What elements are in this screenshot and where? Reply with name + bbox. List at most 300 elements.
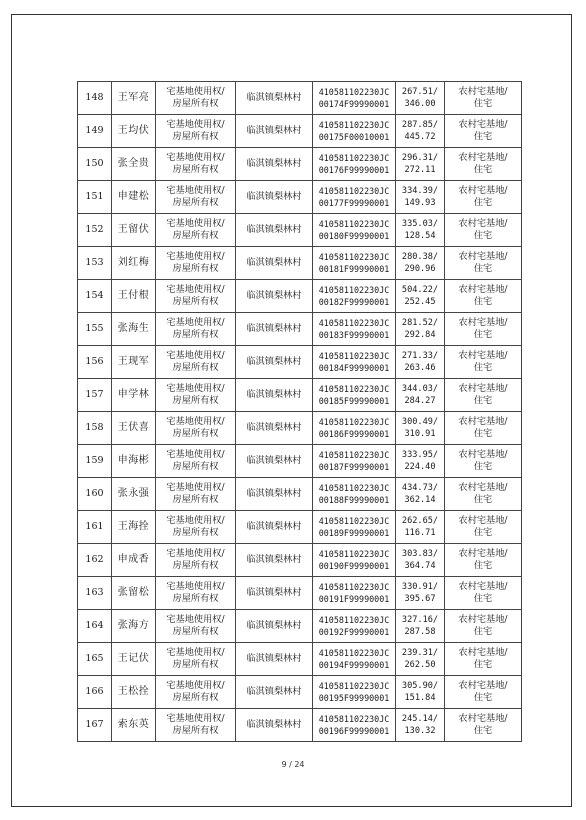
right-type-cell	[156, 379, 236, 412]
usage-cell	[445, 181, 522, 214]
usage-cell	[445, 676, 522, 709]
unit-code-cell-line: 00175F00010001	[318, 132, 390, 142]
unit-code-cell-line: 410581102230JC	[318, 351, 390, 361]
unit-code-cell	[313, 709, 396, 742]
right-type-cell	[156, 412, 236, 445]
table-row	[78, 379, 522, 412]
unit-code-cell-line: 410581102230JC	[318, 186, 390, 196]
right-type-cell-line: 宅基地使用权/	[166, 119, 225, 130]
unit-code-cell	[313, 115, 396, 148]
usage-cell-line: 农村宅基地/	[458, 218, 508, 229]
area-cell-line: 287.58	[404, 627, 436, 637]
area-cell-line: 262.50	[404, 660, 436, 670]
usage-cell-line: 农村宅基地/	[458, 449, 508, 460]
area-cell-line: 281.52/	[401, 318, 439, 328]
area-cell-line: 272.11	[404, 165, 436, 175]
unit-code-cell-line: 00186F99990001	[318, 429, 390, 439]
right-type-cell-line: 宅基地使用权/	[166, 548, 225, 559]
table-row	[78, 511, 522, 544]
right-type-cell-line: 房屋所有权	[172, 329, 219, 340]
right-type-cell-line: 房屋所有权	[172, 626, 219, 637]
table-row	[78, 115, 522, 148]
owner-name-cell: 申建松	[112, 181, 156, 214]
unit-code-cell-line: 00189F99990001	[318, 528, 390, 538]
unit-code-cell	[313, 214, 396, 247]
area-cell-line: 224.40	[404, 462, 436, 472]
right-type-cell-line: 房屋所有权	[172, 197, 219, 208]
area-cell-line: 445.72	[404, 132, 436, 142]
right-type-cell-line: 房屋所有权	[172, 560, 219, 571]
unit-code-cell-line: 410581102230JC	[318, 219, 390, 229]
unit-code-cell-line: 00188F99990001	[318, 495, 390, 505]
unit-code-cell	[313, 445, 396, 478]
registry-table-body	[78, 82, 522, 742]
unit-code-cell	[313, 577, 396, 610]
usage-cell-line: 农村宅基地/	[458, 152, 508, 163]
unit-code-cell	[313, 610, 396, 643]
usage-cell-line: 农村宅基地/	[458, 482, 508, 493]
usage-cell-line: 住宅	[473, 494, 493, 505]
registry-table	[77, 81, 522, 742]
area-cell-line: 128.54	[404, 231, 436, 241]
area-cell	[396, 445, 445, 478]
area-cell	[396, 148, 445, 181]
unit-code-cell-line: 410581102230JC	[318, 384, 390, 394]
row-number-cell: 153	[78, 247, 112, 280]
right-type-cell-line: 房屋所有权	[172, 659, 219, 670]
owner-name-cell: 张永强	[112, 478, 156, 511]
unit-code-cell	[313, 313, 396, 346]
owner-name-cell: 申成香	[112, 544, 156, 577]
usage-cell	[445, 577, 522, 610]
area-cell-line: 310.91	[404, 429, 436, 439]
area-cell-line: 346.00	[404, 99, 436, 109]
right-type-cell-line: 宅基地使用权/	[166, 383, 225, 394]
unit-code-cell-line: 410581102230JC	[318, 681, 390, 691]
table-row	[78, 247, 522, 280]
usage-cell-line: 住宅	[473, 98, 493, 109]
unit-code-cell-line: 00191F99990001	[318, 594, 390, 604]
table-row	[78, 214, 522, 247]
right-type-cell-line: 房屋所有权	[172, 164, 219, 175]
usage-cell-line: 住宅	[473, 692, 493, 703]
area-cell-line: 300.49/	[401, 417, 439, 427]
unit-code-cell-line: 410581102230JC	[318, 285, 390, 295]
usage-cell	[445, 511, 522, 544]
location-cell: 临淇镇梨林村	[236, 82, 313, 115]
usage-cell-line: 住宅	[473, 428, 493, 439]
unit-code-cell	[313, 181, 396, 214]
usage-cell	[445, 115, 522, 148]
unit-code-cell-line: 00181F99990001	[318, 264, 390, 274]
unit-code-cell	[313, 379, 396, 412]
area-cell-line: 151.84	[404, 693, 436, 703]
row-number-cell: 164	[78, 610, 112, 643]
area-cell	[396, 214, 445, 247]
location-cell: 临淇镇梨林村	[236, 379, 313, 412]
location-cell: 临淇镇梨林村	[236, 445, 313, 478]
right-type-cell-line: 宅基地使用权/	[166, 713, 225, 724]
unit-code-cell-line: 410581102230JC	[318, 450, 390, 460]
area-cell	[396, 82, 445, 115]
area-cell-line: 292.84	[404, 330, 436, 340]
right-type-cell	[156, 181, 236, 214]
unit-code-cell-line: 410581102230JC	[318, 516, 390, 526]
unit-code-cell-line: 00185F99990001	[318, 396, 390, 406]
right-type-cell-line: 宅基地使用权/	[166, 581, 225, 592]
area-cell-line: 303.83/	[401, 549, 439, 559]
usage-cell	[445, 148, 522, 181]
area-cell-line: 434.73/	[401, 483, 439, 493]
area-cell	[396, 412, 445, 445]
usage-cell-line: 农村宅基地/	[458, 647, 508, 658]
area-cell-line: 262.65/	[401, 516, 439, 526]
area-cell	[396, 280, 445, 313]
usage-cell-line: 农村宅基地/	[458, 680, 508, 691]
owner-name-cell: 王现军	[112, 346, 156, 379]
usage-cell-line: 住宅	[473, 593, 493, 604]
location-cell: 临淇镇梨林村	[236, 709, 313, 742]
location-cell: 临淇镇梨林村	[236, 214, 313, 247]
usage-cell-line: 住宅	[473, 626, 493, 637]
usage-cell	[445, 445, 522, 478]
owner-name-cell: 王均伏	[112, 115, 156, 148]
usage-cell	[445, 82, 522, 115]
unit-code-cell-line: 00192F99990001	[318, 627, 390, 637]
usage-cell-line: 住宅	[473, 131, 493, 142]
area-cell	[396, 115, 445, 148]
right-type-cell-line: 宅基地使用权/	[166, 152, 225, 163]
area-cell-line: 344.03/	[401, 384, 439, 394]
location-cell: 临淇镇梨林村	[236, 115, 313, 148]
unit-code-cell	[313, 676, 396, 709]
area-cell	[396, 181, 445, 214]
usage-cell-line: 住宅	[473, 395, 493, 406]
area-cell-line: 290.96	[404, 264, 436, 274]
usage-cell-line: 住宅	[473, 230, 493, 241]
location-cell: 临淇镇梨林村	[236, 280, 313, 313]
row-number-cell: 149	[78, 115, 112, 148]
right-type-cell	[156, 709, 236, 742]
usage-cell-line: 农村宅基地/	[458, 251, 508, 262]
right-type-cell	[156, 346, 236, 379]
right-type-cell-line: 房屋所有权	[172, 263, 219, 274]
location-cell: 临淇镇梨林村	[236, 676, 313, 709]
area-cell-line: 287.85/	[401, 120, 439, 130]
right-type-cell	[156, 544, 236, 577]
area-cell	[396, 511, 445, 544]
row-number-cell: 158	[78, 412, 112, 445]
unit-code-cell	[313, 82, 396, 115]
unit-code-cell-line: 410581102230JC	[318, 648, 390, 658]
usage-cell-line: 住宅	[473, 560, 493, 571]
unit-code-cell-line: 410581102230JC	[318, 417, 390, 427]
unit-code-cell-line: 410581102230JC	[318, 153, 390, 163]
right-type-cell-line: 宅基地使用权/	[166, 647, 225, 658]
owner-name-cell: 张全贵	[112, 148, 156, 181]
usage-cell-line: 农村宅基地/	[458, 86, 508, 97]
right-type-cell	[156, 313, 236, 346]
unit-code-cell-line: 410581102230JC	[318, 483, 390, 493]
right-type-cell-line: 宅基地使用权/	[166, 614, 225, 625]
owner-name-cell: 索东英	[112, 709, 156, 742]
right-type-cell	[156, 511, 236, 544]
area-cell	[396, 346, 445, 379]
unit-code-cell-line: 410581102230JC	[318, 582, 390, 592]
area-cell-line: 280.38/	[401, 252, 439, 262]
location-cell: 临淇镇梨林村	[236, 511, 313, 544]
table-row	[78, 280, 522, 313]
table-row	[78, 709, 522, 742]
usage-cell-line: 农村宅基地/	[458, 317, 508, 328]
owner-name-cell: 张留松	[112, 577, 156, 610]
area-cell-line: 305.90/	[401, 681, 439, 691]
right-type-cell-line: 房屋所有权	[172, 725, 219, 736]
usage-cell-line: 农村宅基地/	[458, 284, 508, 295]
unit-code-cell-line: 00180F99990001	[318, 231, 390, 241]
usage-cell-line: 住宅	[473, 659, 493, 670]
row-number-cell: 165	[78, 643, 112, 676]
area-cell-line: 504.22/	[401, 285, 439, 295]
unit-code-cell-line: 00187F99990001	[318, 462, 390, 472]
right-type-cell-line: 宅基地使用权/	[166, 251, 225, 262]
usage-cell	[445, 610, 522, 643]
unit-code-cell	[313, 247, 396, 280]
right-type-cell	[156, 445, 236, 478]
row-number-cell: 151	[78, 181, 112, 214]
table-row	[78, 346, 522, 379]
table-row	[78, 643, 522, 676]
unit-code-cell-line: 00194F99990001	[318, 660, 390, 670]
owner-name-cell: 王海拴	[112, 511, 156, 544]
right-type-cell-line: 宅基地使用权/	[166, 416, 225, 427]
right-type-cell	[156, 148, 236, 181]
area-cell-line: 263.46	[404, 363, 436, 373]
area-cell-line: 362.14	[404, 495, 436, 505]
area-cell-line: 284.27	[404, 396, 436, 406]
right-type-cell	[156, 643, 236, 676]
usage-cell-line: 农村宅基地/	[458, 548, 508, 559]
usage-cell	[445, 346, 522, 379]
right-type-cell-line: 房屋所有权	[172, 494, 219, 505]
row-number-cell: 154	[78, 280, 112, 313]
right-type-cell	[156, 676, 236, 709]
right-type-cell-line: 房屋所有权	[172, 98, 219, 109]
row-number-cell: 163	[78, 577, 112, 610]
area-cell-line: 130.32	[404, 726, 436, 736]
usage-cell-line: 住宅	[473, 329, 493, 340]
unit-code-cell-line: 410581102230JC	[318, 252, 390, 262]
right-type-cell-line: 房屋所有权	[172, 692, 219, 703]
unit-code-cell	[313, 412, 396, 445]
owner-name-cell: 王伏喜	[112, 412, 156, 445]
row-number-cell: 161	[78, 511, 112, 544]
area-cell	[396, 643, 445, 676]
usage-cell	[445, 412, 522, 445]
usage-cell-line: 农村宅基地/	[458, 185, 508, 196]
table-row	[78, 676, 522, 709]
page-number: 9 / 24	[281, 760, 305, 769]
right-type-cell-line: 宅基地使用权/	[166, 449, 225, 460]
right-type-cell-line: 房屋所有权	[172, 593, 219, 604]
location-cell: 临淇镇梨林村	[236, 181, 313, 214]
table-row	[78, 313, 522, 346]
usage-cell-line: 住宅	[473, 527, 493, 538]
usage-cell-line: 农村宅基地/	[458, 713, 508, 724]
table-row	[78, 478, 522, 511]
usage-cell-line: 住宅	[473, 725, 493, 736]
unit-code-cell-line: 00183F99990001	[318, 330, 390, 340]
usage-cell-line: 农村宅基地/	[458, 383, 508, 394]
owner-name-cell: 王付根	[112, 280, 156, 313]
owner-name-cell: 刘红梅	[112, 247, 156, 280]
unit-code-cell	[313, 478, 396, 511]
location-cell: 临淇镇梨林村	[236, 346, 313, 379]
area-cell	[396, 610, 445, 643]
area-cell-line: 395.67	[404, 594, 436, 604]
right-type-cell-line: 宅基地使用权/	[166, 86, 225, 97]
area-cell-line: 271.33/	[401, 351, 439, 361]
unit-code-cell	[313, 148, 396, 181]
unit-code-cell-line: 00195F99990001	[318, 693, 390, 703]
unit-code-cell-line: 00184F99990001	[318, 363, 390, 373]
area-cell	[396, 676, 445, 709]
row-number-cell: 156	[78, 346, 112, 379]
usage-cell-line: 住宅	[473, 362, 493, 373]
right-type-cell-line: 房屋所有权	[172, 428, 219, 439]
unit-code-cell-line: 410581102230JC	[318, 714, 390, 724]
right-type-cell-line: 房屋所有权	[172, 395, 219, 406]
table-row	[78, 610, 522, 643]
right-type-cell	[156, 280, 236, 313]
usage-cell-line: 农村宅基地/	[458, 614, 508, 625]
area-cell-line: 116.71	[404, 528, 436, 538]
right-type-cell	[156, 115, 236, 148]
unit-code-cell-line: 00182F99990001	[318, 297, 390, 307]
usage-cell	[445, 379, 522, 412]
table-row	[78, 82, 522, 115]
location-cell: 临淇镇梨林村	[236, 247, 313, 280]
right-type-cell	[156, 82, 236, 115]
location-cell: 临淇镇梨林村	[236, 412, 313, 445]
right-type-cell-line: 宅基地使用权/	[166, 185, 225, 196]
row-number-cell: 148	[78, 82, 112, 115]
right-type-cell-line: 宅基地使用权/	[166, 317, 225, 328]
table-row	[78, 181, 522, 214]
right-type-cell-line: 房屋所有权	[172, 131, 219, 142]
unit-code-cell	[313, 643, 396, 676]
usage-cell-line: 住宅	[473, 296, 493, 307]
table-row	[78, 577, 522, 610]
area-cell	[396, 478, 445, 511]
area-cell-line: 267.51/	[401, 87, 439, 97]
unit-code-cell	[313, 346, 396, 379]
right-type-cell-line: 宅基地使用权/	[166, 284, 225, 295]
unit-code-cell-line: 00176F99990001	[318, 165, 390, 175]
row-number-cell: 167	[78, 709, 112, 742]
row-number-cell: 150	[78, 148, 112, 181]
unit-code-cell-line: 410581102230JC	[318, 549, 390, 559]
row-number-cell: 157	[78, 379, 112, 412]
right-type-cell-line: 宅基地使用权/	[166, 515, 225, 526]
unit-code-cell-line: 410581102230JC	[318, 318, 390, 328]
location-cell: 临淇镇梨林村	[236, 544, 313, 577]
location-cell: 临淇镇梨林村	[236, 610, 313, 643]
unit-code-cell-line: 00190F99990001	[318, 561, 390, 571]
right-type-cell	[156, 478, 236, 511]
usage-cell-line: 农村宅基地/	[458, 515, 508, 526]
usage-cell	[445, 280, 522, 313]
usage-cell-line: 住宅	[473, 164, 493, 175]
unit-code-cell-line: 00196F99990001	[318, 726, 390, 736]
area-cell-line: 239.31/	[401, 648, 439, 658]
row-number-cell: 152	[78, 214, 112, 247]
right-type-cell	[156, 577, 236, 610]
right-type-cell-line: 房屋所有权	[172, 230, 219, 241]
location-cell: 临淇镇梨林村	[236, 148, 313, 181]
right-type-cell	[156, 247, 236, 280]
usage-cell	[445, 643, 522, 676]
usage-cell	[445, 478, 522, 511]
unit-code-cell-line: 410581102230JC	[318, 87, 390, 97]
usage-cell-line: 农村宅基地/	[458, 581, 508, 592]
unit-code-cell-line: 410581102230JC	[318, 120, 390, 130]
right-type-cell-line: 房屋所有权	[172, 527, 219, 538]
table-row	[78, 544, 522, 577]
row-number-cell: 160	[78, 478, 112, 511]
row-number-cell: 155	[78, 313, 112, 346]
usage-cell	[445, 709, 522, 742]
right-type-cell-line: 宅基地使用权/	[166, 350, 225, 361]
owner-name-cell: 王松拴	[112, 676, 156, 709]
table-row	[78, 445, 522, 478]
area-cell-line: 245.14/	[401, 714, 439, 724]
area-cell-line: 327.16/	[401, 615, 439, 625]
area-cell-line: 364.74	[404, 561, 436, 571]
owner-name-cell: 王记伏	[112, 643, 156, 676]
owner-name-cell: 张海方	[112, 610, 156, 643]
usage-cell-line: 农村宅基地/	[458, 416, 508, 427]
area-cell	[396, 544, 445, 577]
unit-code-cell-line: 00177F99990001	[318, 198, 390, 208]
right-type-cell-line: 房屋所有权	[172, 296, 219, 307]
unit-code-cell	[313, 544, 396, 577]
row-number-cell: 162	[78, 544, 112, 577]
location-cell: 临淇镇梨林村	[236, 313, 313, 346]
right-type-cell-line: 宅基地使用权/	[166, 218, 225, 229]
area-cell-line: 335.03/	[401, 219, 439, 229]
area-cell-line: 252.45	[404, 297, 436, 307]
area-cell-line: 333.95/	[401, 450, 439, 460]
unit-code-cell	[313, 280, 396, 313]
usage-cell	[445, 313, 522, 346]
usage-cell-line: 住宅	[473, 461, 493, 472]
table-row	[78, 148, 522, 181]
right-type-cell	[156, 214, 236, 247]
area-cell-line: 296.31/	[401, 153, 439, 163]
right-type-cell-line: 房屋所有权	[172, 362, 219, 373]
usage-cell-line: 住宅	[473, 197, 493, 208]
usage-cell-line: 农村宅基地/	[458, 350, 508, 361]
right-type-cell-line: 宅基地使用权/	[166, 482, 225, 493]
unit-code-cell-line: 410581102230JC	[318, 615, 390, 625]
table-row	[78, 412, 522, 445]
owner-name-cell: 申海彬	[112, 445, 156, 478]
area-cell	[396, 709, 445, 742]
location-cell: 临淇镇梨林村	[236, 478, 313, 511]
right-type-cell-line: 房屋所有权	[172, 461, 219, 472]
area-cell	[396, 247, 445, 280]
